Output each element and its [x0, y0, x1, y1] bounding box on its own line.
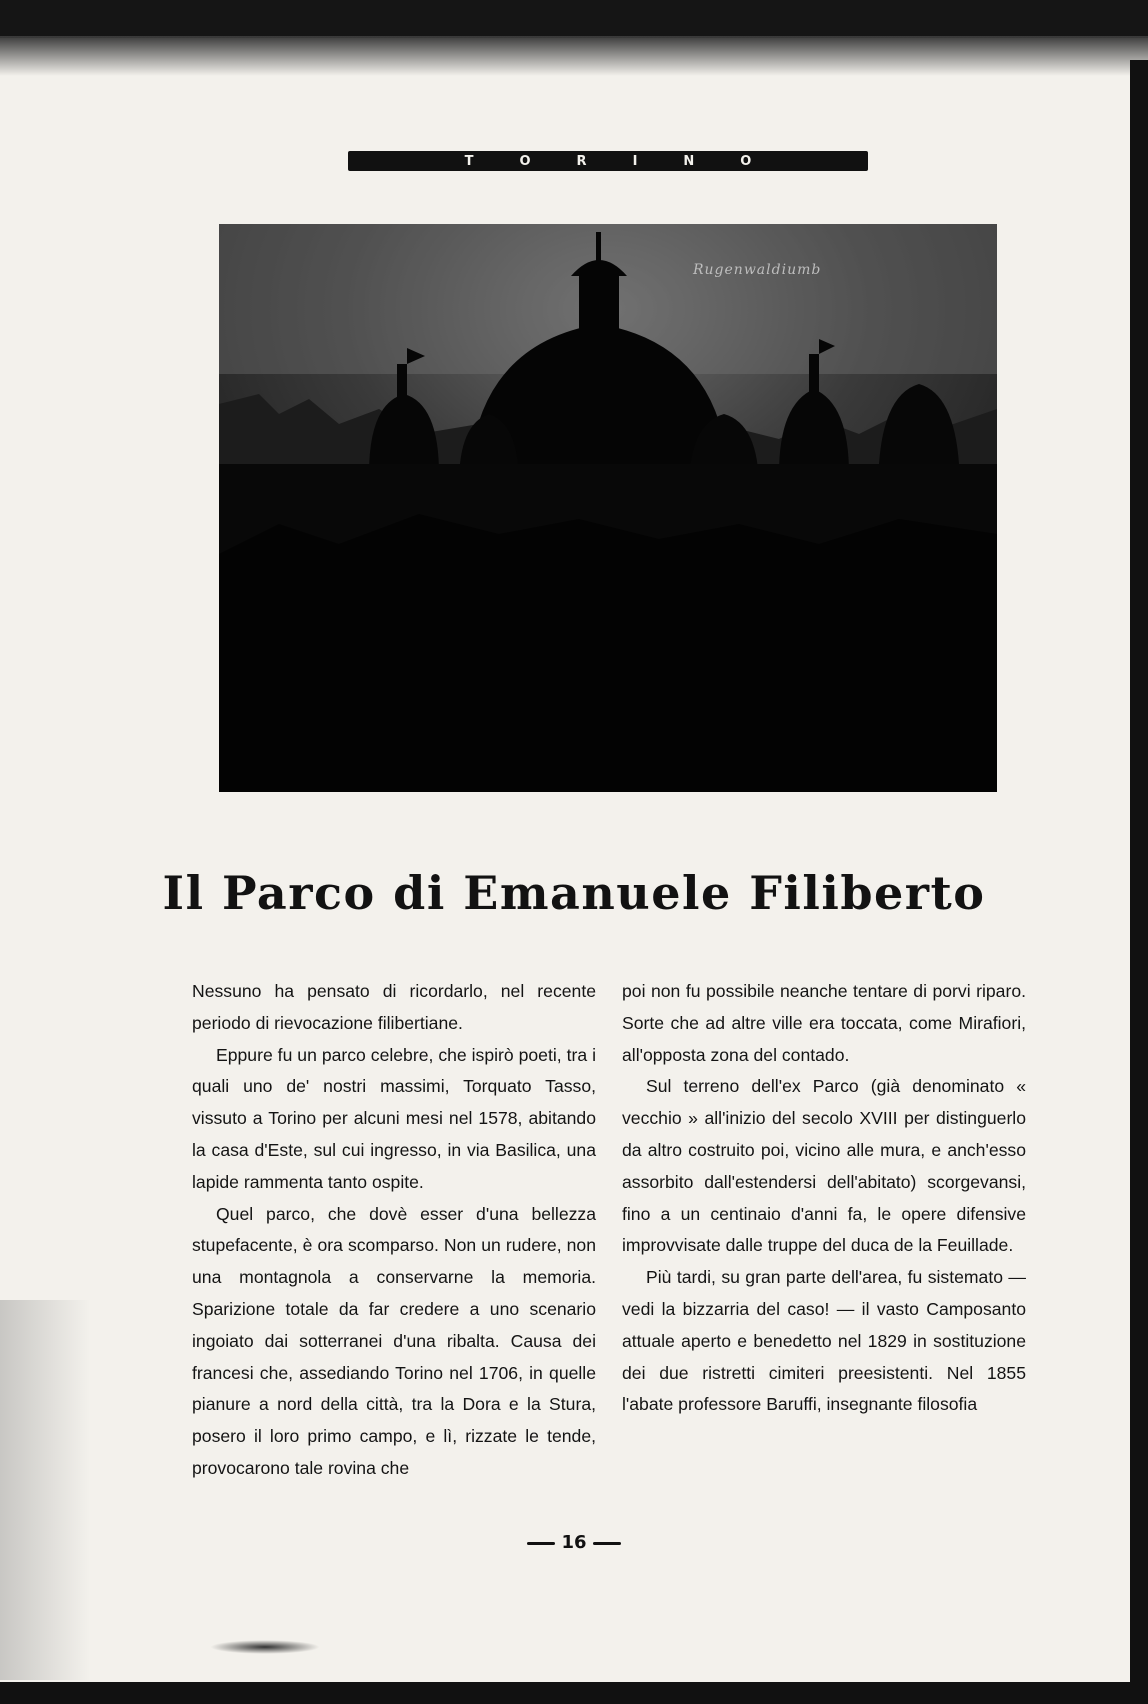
paragraph: poi non fu possibile neanche tentare di porvi riparo. Sorte che ad altre ville era toccata, come Mirafiori, all'opposta zona del contado. — [622, 981, 1026, 1065]
paragraph: Eppure fu un parco celebre, che ispirò poeti, tra i quali uno de' nostri massimi, Torquato Tasso, vissuto a Torino per alcuni mesi nel 1578, abitando la casa d'Este, sul cui ingresso, in via Basilica, una lapide rammenta tanto ospite. — [192, 1044, 596, 1192]
paragraph: Quel parco, che dovè esser d'una bellezza stupefacente, è ora scomparso. Non un rudere, non una montagnola a conservarne la memoria. Sparizione totale da far credere a uno scenario ingoiato dai sotterranei d'una ribalta. Causa dei francesi che, assediando Torino nel 1706, in quelle pianure a nord della città, tra la Dora e la Stura, posero il loro primo campo, e lì, rizzate le tende, provocarono tale rovina che — [192, 1203, 596, 1478]
paragraph: Più tardi, su gran parte dell'area, fu sistemato — vedi la bizzarria del caso! — il vasto Camposanto attuale aperto e benedetto nel 1829 in sostituzione dei due ristretti cimiteri preesistenti. Nel 1855 l'abate professore Baruffi, insegnante filosofia — [622, 1267, 1026, 1415]
basilica-silhouette-image — [219, 224, 997, 792]
paragraph: Nessuno ha pensato di ricordarlo, nel recente periodo di rievocazione filibertiane. — [192, 981, 596, 1033]
photo-signature: Rugenwaldiumb — [693, 262, 822, 278]
dash-ornament-left — [527, 1542, 555, 1545]
running-header — [348, 151, 868, 171]
photograph — [219, 224, 997, 792]
scan-shadow-left — [0, 1300, 90, 1680]
scan-edge-top — [0, 0, 1148, 38]
article-title: Il Parco di Emanuele Filiberto — [162, 866, 986, 920]
left-column — [192, 976, 596, 1485]
scan-shadow-top — [0, 36, 1148, 76]
scan-smudge — [210, 1640, 320, 1654]
page-number-text: 16 — [561, 1532, 587, 1553]
scan-edge-bottom — [0, 1682, 1148, 1704]
dash-ornament-right — [593, 1542, 621, 1545]
right-column — [622, 976, 1026, 1421]
paragraph: Sul terreno dell'ex Parco (già denominato « vecchio » all'inizio del secolo XVIII per distinguerlo da altro costruito poi, vicino alle mura, e anch'esso assorbito dall'estendersi dell'abitato) scorgevansi, fino a un centinaio d'anni fa, le opere difensive improvvisate dalle truppe del duca de la Feuillade. — [622, 1076, 1026, 1256]
running-header-text: TORINO — [464, 153, 798, 169]
page-number — [0, 1532, 1148, 1553]
